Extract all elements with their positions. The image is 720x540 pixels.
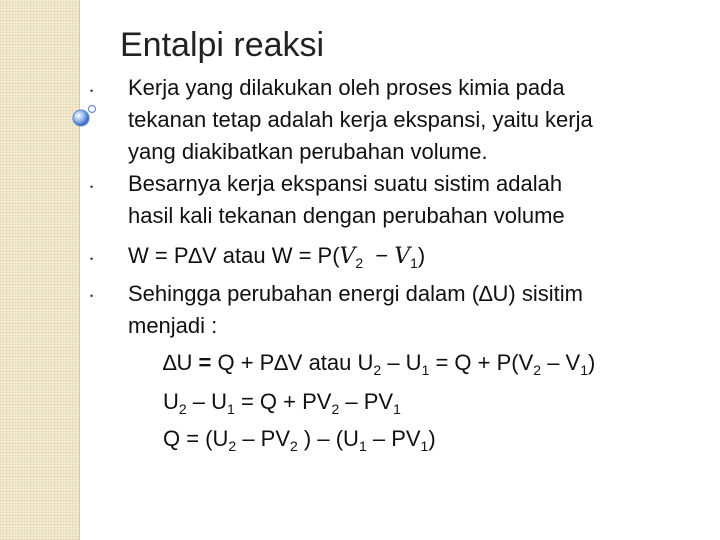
bullet-1-text	[128, 72, 593, 168]
text-line: Sehingga perubahan energi dalam (∆U) sisitim	[128, 281, 583, 306]
eq-text: – PV	[236, 426, 291, 451]
bullet-3-formula	[128, 240, 425, 273]
subscript: 2	[533, 362, 542, 378]
subscript: 1	[227, 401, 235, 417]
eq-text: – V	[541, 350, 581, 375]
eq-text: Q = (U	[163, 426, 229, 451]
equation-3	[163, 426, 436, 452]
subscript: 2	[290, 438, 298, 454]
equation-1	[163, 350, 595, 376]
eq-text: ) – (U	[297, 426, 359, 451]
bullet-marker: •	[90, 86, 94, 96]
volume-symbol: V	[394, 244, 411, 269]
text-line: hasil kali tekanan dengan perubahan volume	[128, 203, 565, 228]
subscript: 2	[373, 362, 382, 378]
eq-text: ∆U	[163, 350, 193, 375]
eq-text: )	[588, 350, 596, 375]
text-line: tekanan tetap adalah kerja ekspansi, yaitu kerja	[128, 107, 593, 132]
eq-text: – U	[381, 350, 422, 375]
bullet-marker: •	[90, 291, 94, 301]
volume-symbol: V	[339, 244, 356, 269]
equation-2	[163, 389, 401, 415]
eq-text: Q + P∆V atau U	[217, 350, 374, 375]
subscript: 2	[228, 438, 237, 454]
subscript: 2	[178, 401, 187, 417]
text-line: Besarnya kerja ekspansi suatu sistim adalah	[128, 171, 563, 196]
subscript: 1	[393, 401, 401, 417]
eq-text: = Q + PV	[234, 389, 332, 414]
formula-text: W = P∆V atau W = P(	[128, 243, 340, 268]
eq-text: – U	[186, 389, 228, 414]
subscript: 1	[358, 438, 367, 454]
eq-text: – PV	[339, 389, 394, 414]
eq-text: = Q + P(V	[429, 350, 534, 375]
subscript: 1	[580, 362, 589, 378]
bullet-marker: •	[90, 254, 94, 264]
subscript: 1	[420, 438, 429, 454]
subscript: 2	[355, 255, 364, 271]
minus-sign: −	[375, 243, 389, 268]
eq-text: – PV	[366, 426, 421, 451]
decorative-sidebar	[0, 0, 80, 540]
bullet-2-text	[128, 168, 565, 232]
subscript: 1	[410, 255, 418, 271]
text-line: menjadi :	[128, 313, 218, 338]
eq-text: )	[428, 426, 436, 451]
equals-sign: =	[198, 350, 212, 375]
subscript: 2	[331, 401, 340, 417]
subscript: 1	[421, 362, 430, 378]
bullet-marker: •	[90, 182, 94, 192]
eq-text: U	[163, 389, 179, 414]
text-line: yang diakibatkan perubahan volume.	[128, 139, 488, 164]
text-line: Kerja yang dilakukan oleh proses kimia pada	[128, 75, 565, 100]
closing-paren: )	[417, 243, 426, 268]
slide-title: Entalpi reaksi	[120, 26, 325, 64]
bubble-decoration-icon	[68, 96, 108, 136]
bullet-4-text	[128, 278, 583, 342]
